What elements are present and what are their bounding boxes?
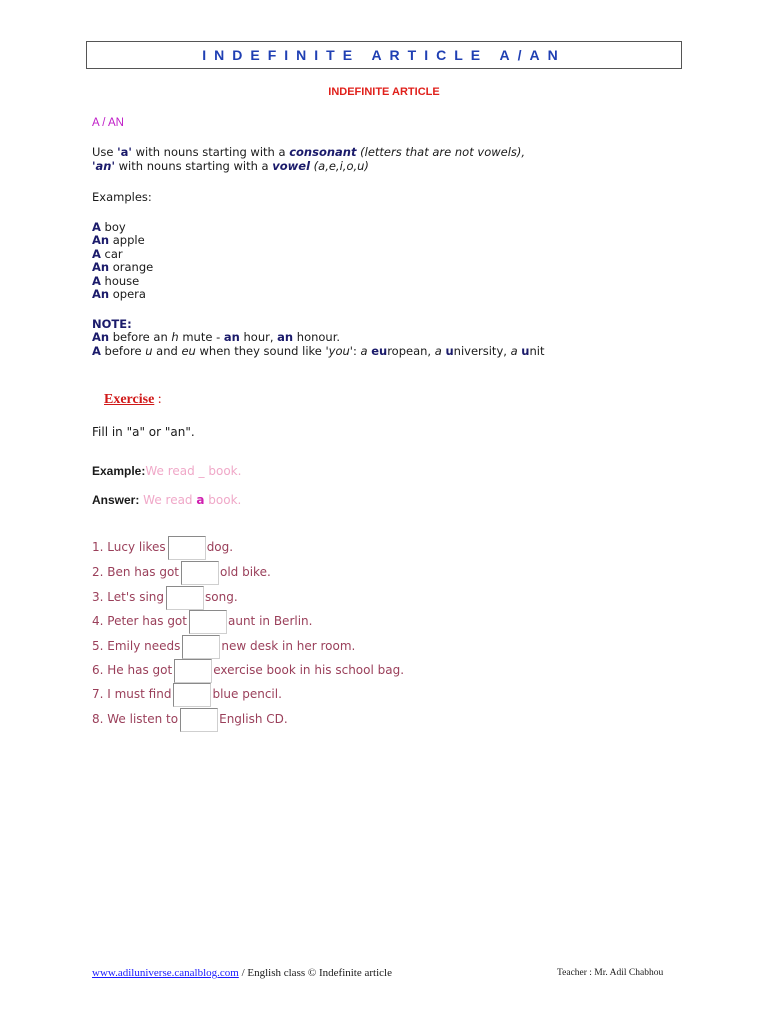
exercise-heading bbox=[104, 392, 162, 408]
example-article: An bbox=[92, 260, 110, 275]
example-article: An bbox=[92, 286, 110, 301]
question-text: 8. We listen to bbox=[92, 712, 179, 726]
note-text: ropean, bbox=[387, 343, 435, 358]
note-text: mute - bbox=[178, 330, 224, 345]
question-text: 2. Ben has got bbox=[92, 565, 179, 579]
list-item bbox=[92, 234, 153, 247]
note-text: hour, bbox=[239, 330, 278, 345]
example-noun: car bbox=[100, 246, 123, 261]
note-text: before bbox=[100, 343, 146, 358]
question-text: dog. bbox=[206, 540, 234, 554]
footer-link[interactable]: www.adiluniverse.canalblog.com bbox=[92, 967, 239, 979]
answer-input[interactable] bbox=[189, 610, 227, 634]
answer-input[interactable] bbox=[168, 536, 206, 560]
question-row bbox=[92, 661, 404, 677]
question-row bbox=[92, 563, 271, 579]
example-label: Example: bbox=[92, 464, 146, 478]
question-text: aunt in Berlin. bbox=[227, 614, 313, 628]
instruction: Fill in "a" or "an". bbox=[92, 425, 195, 439]
note-text: and bbox=[152, 343, 182, 358]
list-item bbox=[92, 288, 153, 301]
title-banner bbox=[86, 41, 682, 69]
answer-input[interactable] bbox=[166, 586, 204, 610]
answer-text: book. bbox=[204, 493, 242, 507]
example-noun: opera bbox=[109, 286, 146, 301]
examples-label: Examples: bbox=[92, 190, 152, 204]
note-article: a bbox=[360, 343, 368, 358]
example-line bbox=[92, 464, 241, 478]
question-text: old bike. bbox=[220, 565, 271, 579]
footer bbox=[92, 967, 392, 979]
rule-article: 'an' bbox=[92, 159, 115, 173]
note-letter: eu bbox=[371, 343, 388, 358]
answer-text: We read bbox=[139, 493, 197, 507]
note-article: an bbox=[223, 330, 240, 345]
footer-text: / English class © Indefinite article bbox=[238, 967, 392, 979]
question-text: 5. Emily needs bbox=[92, 639, 181, 653]
examples-list bbox=[92, 221, 153, 301]
rule-consonant bbox=[92, 146, 525, 160]
note-text: when they sound like bbox=[195, 343, 326, 358]
answer-input[interactable] bbox=[174, 659, 212, 683]
question-row bbox=[92, 685, 282, 701]
answer-input[interactable] bbox=[182, 635, 220, 659]
answer-input[interactable] bbox=[173, 683, 211, 707]
note-line-h bbox=[92, 331, 544, 344]
note-letter: h bbox=[171, 330, 179, 345]
question-text: 7. I must find bbox=[92, 687, 172, 701]
example-noun: boy bbox=[100, 220, 126, 234]
example-article: A bbox=[92, 220, 101, 234]
note-letter: u bbox=[445, 343, 454, 358]
example-text: We read _ book. bbox=[145, 464, 242, 478]
list-item bbox=[92, 248, 153, 261]
banner-title: INDEFINITE ARTICLE A/AN bbox=[202, 47, 566, 63]
question-row bbox=[92, 637, 355, 653]
rule-article: 'a' bbox=[117, 145, 132, 159]
note-article: An bbox=[92, 330, 110, 345]
note-letter: u bbox=[145, 343, 153, 358]
note-label: NOTE: bbox=[92, 317, 132, 331]
rule-text: (a,e,i,o,u) bbox=[310, 159, 369, 173]
teacher-credit: Teacher : Mr. Adil Chabhou bbox=[557, 968, 664, 978]
question-text: new desk in her room. bbox=[221, 639, 356, 653]
example-noun: house bbox=[100, 273, 140, 288]
note-text: nit bbox=[529, 343, 545, 358]
note-line-u bbox=[92, 345, 544, 358]
note-text: honour. bbox=[293, 330, 341, 345]
answer-label: Answer: bbox=[92, 493, 140, 507]
section-heading: A / AN bbox=[92, 117, 124, 129]
note-text: : bbox=[352, 343, 361, 358]
question-text: song. bbox=[205, 590, 238, 604]
question-text: English CD. bbox=[219, 712, 288, 726]
example-article: A bbox=[92, 246, 101, 261]
exercise-label: Exercise bbox=[104, 392, 155, 407]
note-letter: u bbox=[521, 343, 530, 358]
list-item bbox=[92, 261, 153, 274]
question-text: blue pencil. bbox=[212, 687, 282, 701]
rule-text: (letters that are not vowels), bbox=[356, 145, 526, 159]
answer-input[interactable] bbox=[180, 708, 218, 732]
question-row bbox=[92, 710, 288, 726]
note-article: A bbox=[92, 343, 101, 358]
question-row bbox=[92, 612, 312, 628]
question-text: 6. He has got bbox=[92, 663, 173, 677]
rule-keyword: vowel bbox=[272, 159, 311, 173]
note-article: a bbox=[434, 343, 442, 358]
list-item bbox=[92, 275, 153, 288]
page-subtitle: INDEFINITE ARTICLE bbox=[328, 86, 440, 98]
note-letter: eu bbox=[181, 343, 196, 358]
note-text: niversity, bbox=[453, 343, 511, 358]
note-block bbox=[92, 318, 544, 358]
rule-text: Use bbox=[92, 145, 118, 159]
rule-text: with nouns starting with a bbox=[131, 145, 290, 159]
example-article: A bbox=[92, 273, 101, 288]
answer-line bbox=[92, 493, 241, 507]
note-text: before an bbox=[109, 330, 172, 345]
example-noun: orange bbox=[109, 260, 154, 275]
example-noun: apple bbox=[109, 233, 145, 248]
exercise-colon: : bbox=[154, 392, 162, 407]
rule-text: with nouns starting with a bbox=[115, 159, 273, 173]
rule-keyword: consonant bbox=[289, 145, 357, 159]
note-quote: 'you' bbox=[325, 343, 353, 358]
question-text: 1. Lucy likes bbox=[92, 540, 166, 554]
question-text: 3. Let's sing bbox=[92, 590, 164, 604]
question-row bbox=[92, 538, 233, 554]
note-article: a bbox=[510, 343, 518, 358]
list-item bbox=[92, 221, 153, 234]
answer-word: a bbox=[196, 493, 205, 507]
answer-input[interactable] bbox=[181, 561, 219, 585]
question-text: exercise book in his school bag. bbox=[213, 663, 405, 677]
rule-vowel bbox=[92, 160, 369, 174]
question-row bbox=[92, 588, 238, 604]
example-article: An bbox=[92, 233, 110, 248]
note-article: an bbox=[277, 330, 294, 345]
question-text: 4. Peter has got bbox=[92, 614, 187, 628]
